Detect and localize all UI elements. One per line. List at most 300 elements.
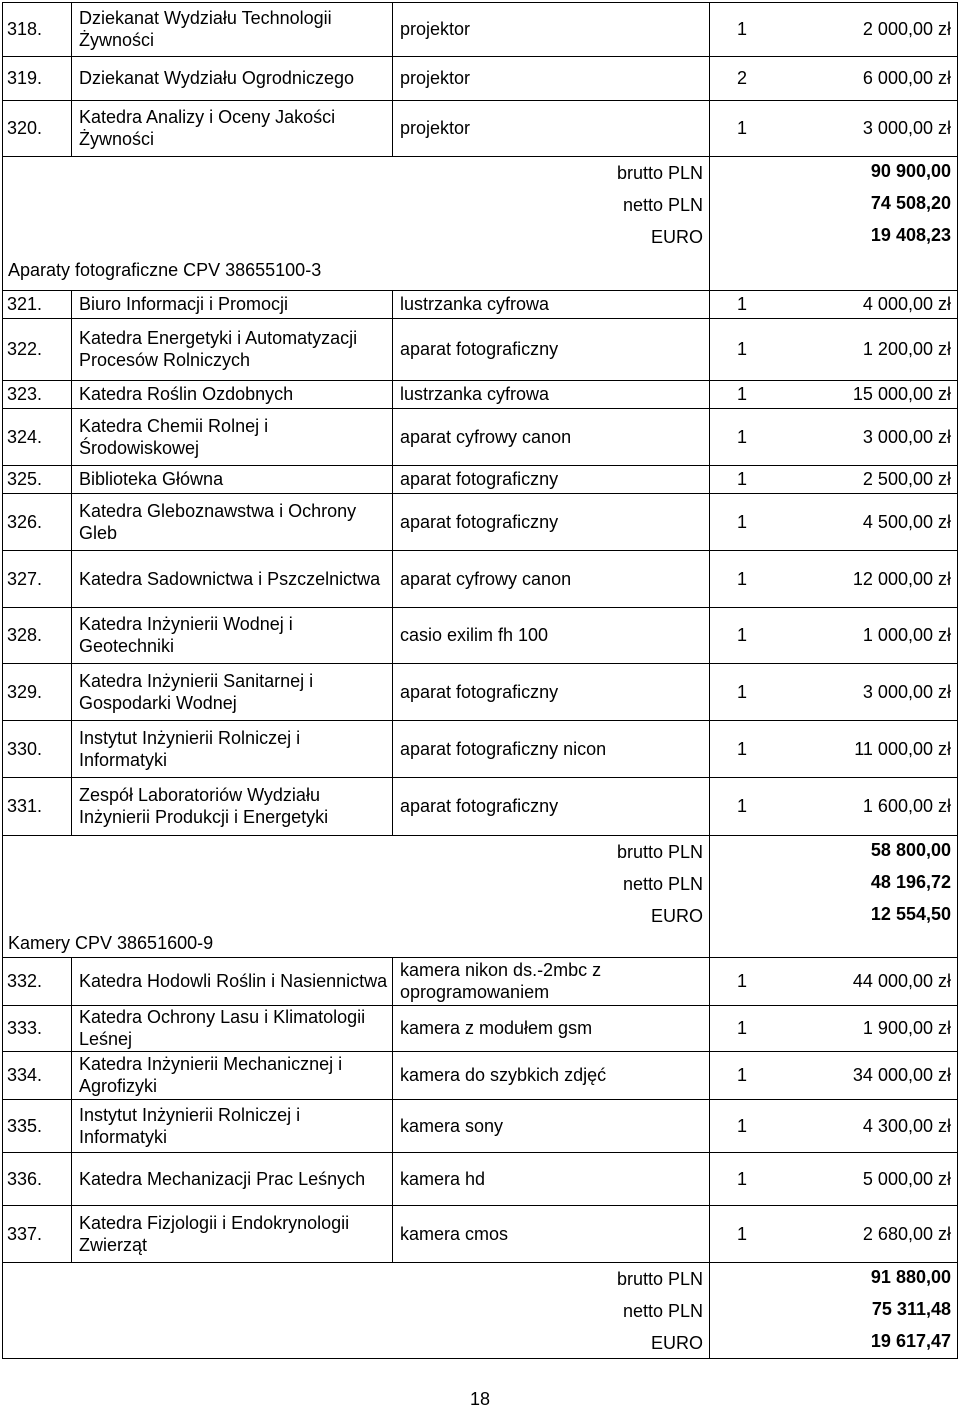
cell-border xyxy=(392,290,393,319)
euro-value xyxy=(719,222,951,248)
cell-border xyxy=(71,1099,72,1153)
unit-name xyxy=(79,720,388,777)
cell-border xyxy=(957,380,958,409)
cell-border xyxy=(957,1005,958,1052)
cell-border xyxy=(957,2,958,57)
cell-border xyxy=(71,493,72,551)
cell-border xyxy=(2,493,3,551)
brutto-value-text: 91 880,00 xyxy=(870,1267,951,1287)
unit-name-text: Katedra Inżynierii Wodnej i Geotechniki xyxy=(79,614,293,656)
item-name xyxy=(400,100,740,156)
price xyxy=(769,607,951,663)
unit-name xyxy=(79,1051,388,1099)
cell-border xyxy=(392,1152,393,1206)
unit-name xyxy=(79,777,388,835)
cell-border xyxy=(392,493,393,551)
cell-border xyxy=(2,318,3,381)
price xyxy=(769,465,951,493)
euro-label xyxy=(492,903,703,929)
quantity-text: 2 xyxy=(737,68,748,88)
quantity-text: 1 xyxy=(737,469,748,489)
cell-border xyxy=(71,957,72,1006)
cell-border xyxy=(392,2,393,57)
cell-border xyxy=(709,1205,710,1263)
cell-border xyxy=(2,2,3,57)
netto-label xyxy=(492,192,703,218)
row-number-text: 328. xyxy=(7,625,43,645)
brutto-label-text: brutto PLN xyxy=(616,1269,703,1289)
cell-border xyxy=(2,777,3,836)
cell-border xyxy=(392,1051,393,1100)
unit-name-text: Katedra Sadownictwa i Pszczelnictwa xyxy=(79,568,381,589)
brutto-label-text: brutto PLN xyxy=(616,163,703,183)
quantity xyxy=(737,408,757,465)
quantity-text: 1 xyxy=(737,384,748,404)
row-number-text: 327. xyxy=(7,568,43,589)
euro-value xyxy=(719,1328,951,1354)
cell-border xyxy=(71,380,72,409)
price xyxy=(769,777,951,835)
unit-name xyxy=(79,1205,388,1262)
category-heading xyxy=(8,930,388,956)
row-border xyxy=(2,380,958,381)
cell-border xyxy=(392,56,393,101)
price-text: 1 000,00 zł xyxy=(862,625,951,645)
cell-border xyxy=(71,100,72,157)
cell-border xyxy=(709,290,710,319)
cell-border xyxy=(957,663,958,721)
item-name xyxy=(400,1005,740,1051)
cell-border xyxy=(71,2,72,57)
quantity xyxy=(737,1152,757,1205)
unit-name xyxy=(79,465,388,493)
item-name xyxy=(400,607,740,663)
price xyxy=(769,408,951,465)
cell-border xyxy=(709,1099,710,1153)
row-number-text: 320. xyxy=(7,118,43,138)
row-number xyxy=(7,465,68,493)
cell-border xyxy=(957,550,958,608)
item-name-text: kamera sony xyxy=(400,1115,504,1136)
brutto-label xyxy=(492,839,703,865)
row-number xyxy=(7,1099,68,1152)
quantity-text: 1 xyxy=(737,796,748,816)
netto-value xyxy=(719,869,951,895)
summary-border xyxy=(2,835,958,836)
euro-label-text: EURO xyxy=(650,1333,703,1353)
cell-border xyxy=(71,1152,72,1206)
netto-value xyxy=(719,190,951,216)
brutto-label xyxy=(492,160,703,186)
quantity-text: 1 xyxy=(737,19,748,39)
row-border xyxy=(2,56,958,57)
euro-value-text: 19 617,47 xyxy=(870,1331,951,1351)
row-number-text: 335. xyxy=(7,1115,43,1136)
cell-border xyxy=(709,550,710,608)
brutto-value xyxy=(719,1264,951,1290)
quantity-text: 1 xyxy=(737,568,748,589)
row-number-text: 323. xyxy=(7,384,43,404)
cell-border xyxy=(392,380,393,409)
netto-label-text: netto PLN xyxy=(622,874,703,894)
cell-border xyxy=(2,408,3,466)
row-number-text: 337. xyxy=(7,1223,43,1244)
cell-border xyxy=(71,663,72,721)
netto-value-text: 75 311,48 xyxy=(871,1299,951,1319)
price-text: 15 000,00 zł xyxy=(852,384,951,404)
unit-name xyxy=(79,1005,388,1051)
cell-border xyxy=(957,720,958,778)
cell-border xyxy=(2,720,3,778)
unit-name xyxy=(79,1099,388,1152)
brutto-value xyxy=(719,158,951,184)
item-name xyxy=(400,465,740,493)
row-number xyxy=(7,1005,68,1051)
cell-border xyxy=(709,408,710,466)
row-number xyxy=(7,1152,68,1205)
price-text: 1 900,00 zł xyxy=(862,1018,951,1038)
item-name xyxy=(400,663,740,720)
cell-border xyxy=(2,56,3,101)
cell-border xyxy=(2,465,3,494)
item-name xyxy=(400,777,740,835)
row-number xyxy=(7,290,68,318)
item-name-text: aparat fotograficzny xyxy=(400,681,559,702)
quantity xyxy=(737,1205,757,1262)
quantity xyxy=(737,1005,757,1051)
quantity xyxy=(737,1099,757,1152)
quantity xyxy=(737,290,757,318)
cell-border xyxy=(392,1005,393,1052)
row-number-text: 319. xyxy=(7,68,43,88)
item-name-text: kamera z modułem gsm xyxy=(400,1018,593,1038)
netto-value xyxy=(719,1296,951,1322)
summary-border xyxy=(709,156,710,291)
category-heading xyxy=(8,257,388,283)
price xyxy=(769,550,951,607)
cell-border xyxy=(71,1205,72,1263)
unit-name-text: Katedra Ochrony Lasu i Klimatologii Leśnej xyxy=(79,1007,366,1049)
row-number xyxy=(7,380,68,408)
price xyxy=(769,290,951,318)
price-text: 6 000,00 zł xyxy=(862,68,951,88)
cell-border xyxy=(2,957,3,1006)
cell-border xyxy=(709,720,710,778)
brutto-value xyxy=(719,837,951,863)
row-number-text: 321. xyxy=(7,294,43,314)
quantity-text: 1 xyxy=(737,339,748,359)
euro-value xyxy=(719,901,951,927)
item-name xyxy=(400,2,740,56)
cell-border xyxy=(957,1051,958,1100)
cell-border xyxy=(2,550,3,608)
item-name xyxy=(400,290,740,318)
unit-name xyxy=(79,2,388,56)
cell-border xyxy=(957,56,958,101)
row-border xyxy=(2,1051,958,1052)
item-name xyxy=(400,1051,740,1099)
quantity-text: 1 xyxy=(737,118,748,138)
price-text: 1 600,00 zł xyxy=(862,796,951,816)
item-name-text: aparat cyfrowy canon xyxy=(400,426,572,447)
summary-border xyxy=(2,1262,958,1263)
row-number xyxy=(7,550,68,607)
price xyxy=(769,1005,951,1051)
cell-border xyxy=(957,777,958,836)
unit-name xyxy=(79,607,388,663)
item-name xyxy=(400,408,740,465)
item-name xyxy=(400,957,650,1005)
row-border xyxy=(2,2,958,3)
item-name xyxy=(400,493,740,550)
unit-name-text: Instytut Inżynierii Rolniczej i Informatyki xyxy=(79,727,301,770)
unit-name-text: Instytut Inżynierii Rolniczej i Informatyki xyxy=(79,1104,301,1147)
quantity-text: 1 xyxy=(737,971,748,991)
unit-name xyxy=(79,663,388,720)
price-text: 3 000,00 zł xyxy=(862,426,951,447)
quantity xyxy=(737,100,757,156)
row-number-text: 332. xyxy=(7,971,43,991)
cell-border xyxy=(71,465,72,494)
cell-border xyxy=(392,318,393,381)
quantity xyxy=(737,777,757,835)
quantity xyxy=(737,380,757,408)
cell-border xyxy=(709,2,710,57)
summary-border xyxy=(709,835,710,958)
cell-border xyxy=(957,1099,958,1153)
quantity xyxy=(737,318,757,380)
row-number-text: 331. xyxy=(7,796,43,816)
category-heading-text: Kamery CPV 38651600-9 xyxy=(8,933,214,953)
row-number-text: 318. xyxy=(7,19,43,39)
euro-value-text: 19 408,23 xyxy=(870,225,951,245)
cell-border xyxy=(71,318,72,381)
item-name-text: projektor xyxy=(400,19,471,39)
cell-border xyxy=(709,1005,710,1052)
cell-border xyxy=(2,607,3,664)
price-text: 2 000,00 zł xyxy=(862,19,951,39)
row-number xyxy=(7,100,68,156)
unit-name xyxy=(79,550,388,607)
price-text: 34 000,00 zł xyxy=(852,1065,951,1085)
price-text: 4 300,00 zł xyxy=(862,1115,951,1136)
unit-name-text: Katedra Energetyki i Automatyzacji Procesów Rolniczych xyxy=(79,328,358,370)
item-name-text: projektor xyxy=(400,118,471,138)
row-border xyxy=(2,318,958,319)
row-number xyxy=(7,493,68,550)
cell-border xyxy=(709,1051,710,1100)
row-number-text: 325. xyxy=(7,469,43,489)
unit-name-text: Biuro Informacji i Promocji xyxy=(79,294,289,314)
item-name-text: aparat fotograficzny xyxy=(400,511,559,532)
netto-label xyxy=(492,871,703,897)
unit-name xyxy=(79,56,388,100)
quantity xyxy=(737,493,757,550)
cell-border xyxy=(709,777,710,836)
row-border xyxy=(2,607,958,608)
quantity-text: 1 xyxy=(737,426,748,447)
cell-border xyxy=(2,290,3,319)
cell-border xyxy=(709,607,710,664)
price xyxy=(769,318,951,380)
item-name xyxy=(400,56,740,100)
cell-border xyxy=(392,408,393,466)
price-text: 11 000,00 zł xyxy=(854,738,951,759)
row-number-text: 324. xyxy=(7,426,43,447)
unit-name-text: Zespół Laboratoriów Wydziału Inżynierii Produkcji i Energetyki xyxy=(79,785,329,827)
unit-name-text: Katedra Gleboznawstwa i Ochrony Gleb xyxy=(79,500,357,543)
item-name-text: projektor xyxy=(400,68,471,88)
netto-label-text: netto PLN xyxy=(622,195,703,215)
cell-border xyxy=(71,777,72,836)
row-border xyxy=(2,493,958,494)
cell-border xyxy=(392,100,393,157)
price xyxy=(769,663,951,720)
cell-border xyxy=(392,663,393,721)
row-number-text: 333. xyxy=(7,1018,43,1038)
netto-value-text: 48 196,72 xyxy=(870,872,951,892)
unit-name xyxy=(79,290,388,318)
quantity-text: 1 xyxy=(737,625,748,645)
quantity xyxy=(737,1051,757,1099)
unit-name xyxy=(79,408,388,465)
item-name-text: kamera nikon ds.-2mbc z oprogramowaniem xyxy=(400,960,602,1002)
price-text: 5 000,00 zł xyxy=(862,1168,951,1189)
cell-border xyxy=(71,1051,72,1100)
unit-name-text: Katedra Roślin Ozdobnych xyxy=(79,384,294,404)
item-name xyxy=(400,550,740,607)
cell-border xyxy=(392,1205,393,1263)
price-text: 2 500,00 zł xyxy=(862,469,951,489)
unit-name-text: Katedra Mechanizacji Prac Leśnych xyxy=(79,1168,366,1189)
cell-border xyxy=(71,1005,72,1052)
cell-border xyxy=(71,408,72,466)
cell-border xyxy=(709,1152,710,1206)
brutto-label xyxy=(492,1266,703,1292)
cell-border xyxy=(392,957,393,1006)
row-number-text: 334. xyxy=(7,1065,43,1085)
row-number xyxy=(7,720,68,777)
cell-border xyxy=(709,56,710,101)
row-number xyxy=(7,408,68,465)
unit-name-text: Katedra Hodowli Roślin i Nasiennictwa xyxy=(79,971,388,991)
unit-name-text: Dziekanat Wydziału Ogrodniczego xyxy=(79,68,354,88)
row-border xyxy=(2,1005,958,1006)
price-text: 2 680,00 zł xyxy=(862,1223,951,1244)
unit-name-text: Katedra Analizy i Oceny Jakości Żywności xyxy=(79,107,336,149)
row-number xyxy=(7,663,68,720)
cell-border xyxy=(2,1051,3,1100)
quantity-text: 1 xyxy=(737,1018,748,1038)
unit-name-text: Biblioteka Główna xyxy=(79,469,224,489)
summary-border xyxy=(2,156,958,157)
item-name xyxy=(400,1099,740,1152)
row-number xyxy=(7,607,68,663)
page-number: 18 xyxy=(469,1389,491,1409)
price xyxy=(769,1152,951,1205)
summary-border xyxy=(2,835,3,958)
item-name-text: aparat fotograficzny xyxy=(400,339,559,359)
quantity-text: 1 xyxy=(737,1115,748,1136)
item-name-text: kamera cmos xyxy=(400,1223,509,1244)
cell-border xyxy=(957,318,958,381)
cell-border xyxy=(2,1099,3,1153)
price-text: 4 500,00 zł xyxy=(862,511,951,532)
cell-border xyxy=(957,493,958,551)
cell-border xyxy=(2,1152,3,1206)
item-name-text: lustrzanka cyfrowa xyxy=(400,384,550,404)
cell-border xyxy=(957,1205,958,1263)
summary-border xyxy=(2,957,958,958)
unit-name-text: Dziekanat Wydziału Technologii Żywności xyxy=(79,8,332,50)
row-border xyxy=(2,550,958,551)
row-number-text: 322. xyxy=(7,339,43,359)
cell-border xyxy=(957,290,958,319)
unit-name xyxy=(79,380,388,408)
cell-border xyxy=(957,957,958,1006)
netto-value-text: 74 508,20 xyxy=(870,193,951,213)
price xyxy=(769,1051,951,1099)
price-text: 44 000,00 zł xyxy=(852,971,951,991)
euro-label xyxy=(492,1330,703,1356)
unit-name xyxy=(79,318,388,380)
unit-name xyxy=(79,957,388,1005)
euro-value-text: 12 554,50 xyxy=(870,904,951,924)
cell-border xyxy=(957,100,958,157)
price-text: 4 000,00 zł xyxy=(862,294,951,314)
cell-border xyxy=(957,465,958,494)
brutto-value-text: 90 900,00 xyxy=(870,161,951,181)
price xyxy=(769,1099,951,1152)
cell-border xyxy=(709,493,710,551)
item-name xyxy=(400,380,740,408)
item-name-text: aparat fotograficzny xyxy=(400,796,559,816)
cell-border xyxy=(71,720,72,778)
summary-border xyxy=(957,1262,958,1359)
netto-label xyxy=(492,1298,703,1324)
price-text: 12 000,00 zł xyxy=(852,568,951,589)
category-heading-text: Aparaty fotograficzne CPV 38655100-3 xyxy=(8,260,322,280)
unit-name-text: Katedra Inżynierii Mechanicznej i Agrofizyki xyxy=(79,1054,343,1096)
quantity xyxy=(737,2,757,56)
price xyxy=(769,493,951,550)
euro-label-text: EURO xyxy=(650,906,703,926)
row-number xyxy=(7,56,68,100)
quantity xyxy=(737,957,757,1005)
price-text: 3 000,00 zł xyxy=(862,118,951,138)
euro-label-text: EURO xyxy=(650,227,703,247)
item-name xyxy=(400,1205,740,1262)
price xyxy=(769,1205,951,1262)
cell-border xyxy=(2,380,3,409)
cell-border xyxy=(71,56,72,101)
cell-border xyxy=(957,1152,958,1206)
cell-border xyxy=(709,957,710,1006)
row-number xyxy=(7,777,68,835)
summary-border xyxy=(957,835,958,958)
quantity-text: 1 xyxy=(737,1223,748,1244)
cell-border xyxy=(709,318,710,381)
summary-border xyxy=(709,1262,710,1359)
summary-border xyxy=(957,156,958,291)
summary-border xyxy=(2,1262,3,1359)
quantity-text: 1 xyxy=(737,511,748,532)
quantity xyxy=(737,607,757,663)
cell-border xyxy=(2,663,3,721)
price xyxy=(769,100,951,156)
cell-border xyxy=(71,550,72,608)
cell-border xyxy=(709,100,710,157)
